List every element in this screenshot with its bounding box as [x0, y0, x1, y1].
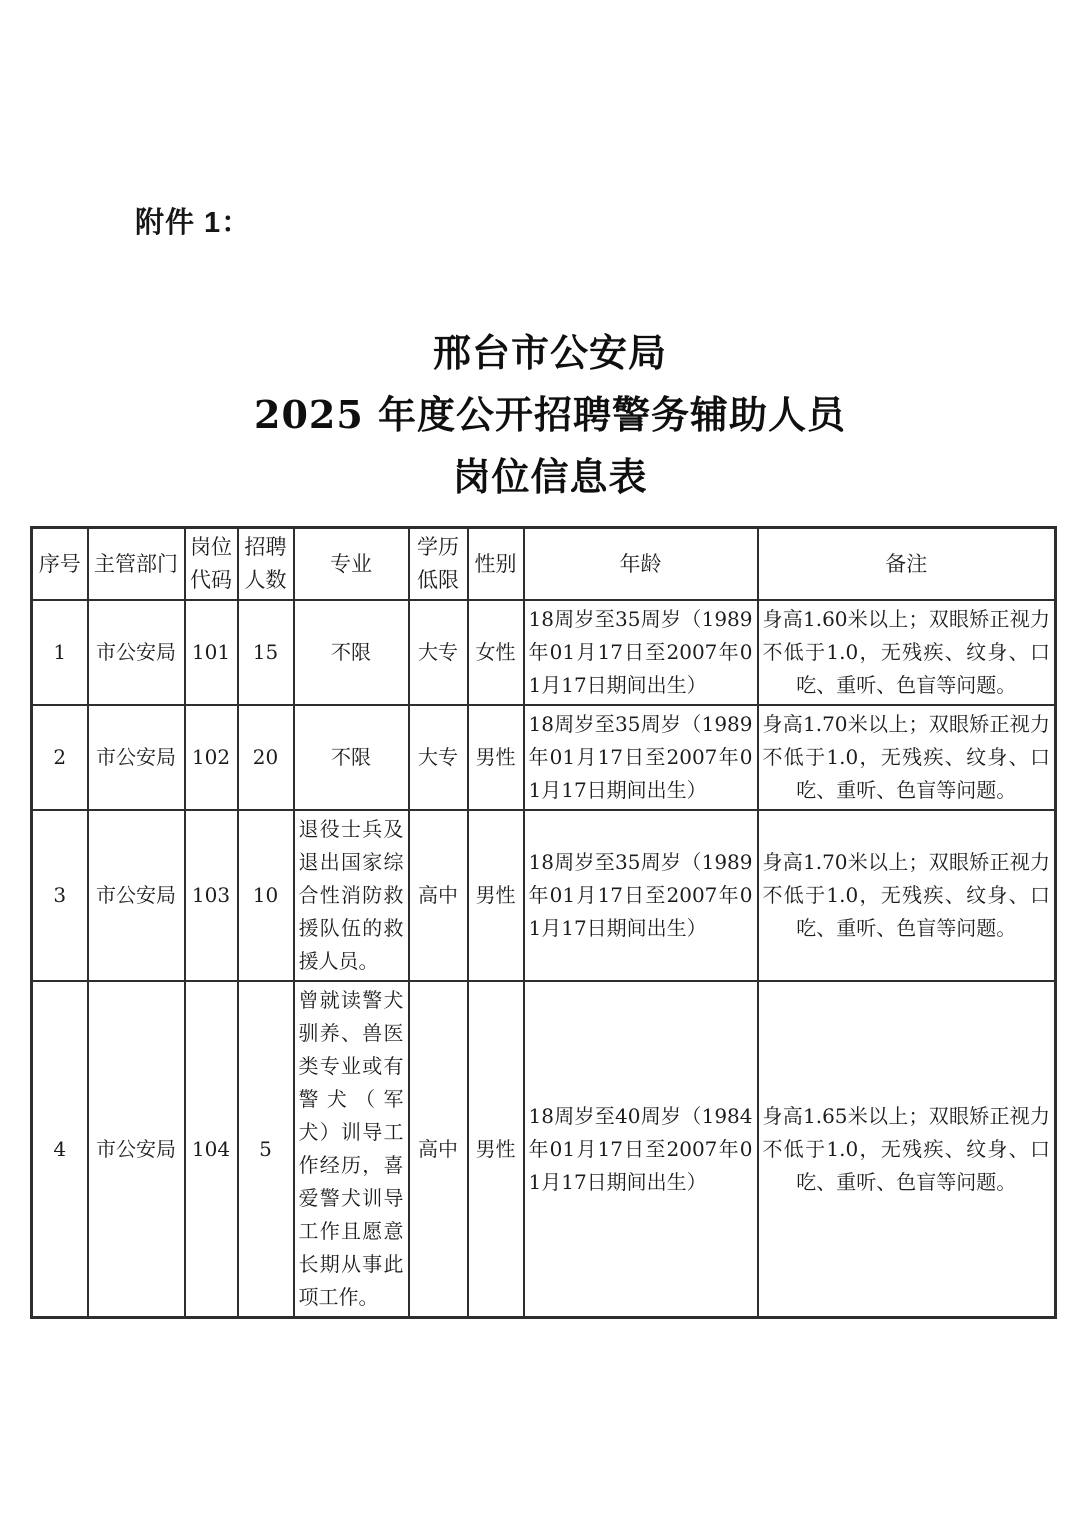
cell-dept: 市公安局 — [88, 600, 185, 705]
header-cell-major: 专业 — [294, 528, 409, 601]
document-title-line-3: 岗位信息表 — [452, 454, 648, 499]
cell-edu: 高中 — [409, 981, 468, 1318]
document-title — [20, 322, 1080, 508]
table-header-row — [32, 528, 1056, 601]
cell-remark: 身高1.60米以上；双眼矫正视力不低于1.0，无残疾、纹身、口吃、重听、色盲等问题。 — [758, 600, 1056, 705]
cell-age: 18周岁至40周岁（1984年01月17日至2007年01月17日期间出生） — [524, 981, 758, 1318]
header-cell-age: 年龄 — [524, 528, 758, 601]
header-cell-remark: 备注 — [758, 528, 1056, 601]
header-cell-edu: 学历低限 — [409, 528, 468, 601]
cell-gender: 男性 — [468, 810, 524, 981]
table-row — [32, 600, 1056, 705]
cell-remark: 身高1.70米以上；双眼矫正视力不低于1.0，无残疾、纹身、口吃、重听、色盲等问题。 — [758, 810, 1056, 981]
table-body — [32, 600, 1056, 1318]
cell-edu: 高中 — [409, 810, 468, 981]
cell-count: 5 — [238, 981, 294, 1318]
cell-dept: 市公安局 — [88, 705, 185, 810]
cell-code: 103 — [185, 810, 238, 981]
header-cell-count: 招聘人数 — [238, 528, 294, 601]
cell-count: 15 — [238, 600, 294, 705]
cell-gender: 女性 — [468, 600, 524, 705]
header-cell-gender: 性别 — [468, 528, 524, 601]
cell-major: 不限 — [294, 600, 409, 705]
cell-serial: 2 — [32, 705, 88, 810]
cell-edu: 大专 — [409, 705, 468, 810]
cell-edu: 大专 — [409, 600, 468, 705]
cell-age: 18周岁至35周岁（1989年01月17日至2007年01月17日期间出生） — [524, 705, 758, 810]
cell-serial: 4 — [32, 981, 88, 1318]
cell-remark: 身高1.65米以上；双眼矫正视力不低于1.0，无残疾、纹身、口吃、重听、色盲等问题。 — [758, 981, 1056, 1318]
cell-major: 不限 — [294, 705, 409, 810]
cell-code: 102 — [185, 705, 238, 810]
cell-serial: 3 — [32, 810, 88, 981]
cell-major: 退役士兵及退出国家综合性消防救援队伍的救援人员。 — [294, 810, 409, 981]
cell-gender: 男性 — [468, 981, 524, 1318]
cell-dept: 市公安局 — [88, 810, 185, 981]
cell-count: 20 — [238, 705, 294, 810]
table-row — [32, 810, 1056, 981]
table-row — [32, 705, 1056, 810]
cell-dept: 市公安局 — [88, 981, 185, 1318]
cell-age: 18周岁至35周岁（1989年01月17日至2007年01月17日期间出生） — [524, 810, 758, 981]
cell-remark: 身高1.70米以上；双眼矫正视力不低于1.0，无残疾、纹身、口吃、重听、色盲等问题。 — [758, 705, 1056, 810]
attachment-label: 附件 1： — [135, 207, 252, 239]
cell-gender: 男性 — [468, 705, 524, 810]
document-title-line-2: 2025 年度公开招聘警务辅助人员 — [254, 392, 846, 437]
document-title-line-1: 邢台市公安局 — [432, 330, 667, 375]
cell-code: 101 — [185, 600, 238, 705]
header-cell-dept: 主管部门 — [88, 528, 185, 601]
cell-age: 18周岁至35周岁（1989年01月17日至2007年01月17日期间出生） — [524, 600, 758, 705]
cell-count: 10 — [238, 810, 294, 981]
cell-serial: 1 — [32, 600, 88, 705]
header-cell-serial: 序号 — [32, 528, 88, 601]
table-row — [32, 981, 1056, 1318]
cell-major: 曾就读警犬驯养、兽医类专业或有警犬（军犬）训导工作经历，喜爱警犬训导工作且愿意长期从事此项工作。 — [294, 981, 409, 1318]
job-position-table — [30, 526, 1057, 1319]
table-head — [32, 528, 1056, 601]
header-cell-code: 岗位代码 — [185, 528, 238, 601]
cell-code: 104 — [185, 981, 238, 1318]
